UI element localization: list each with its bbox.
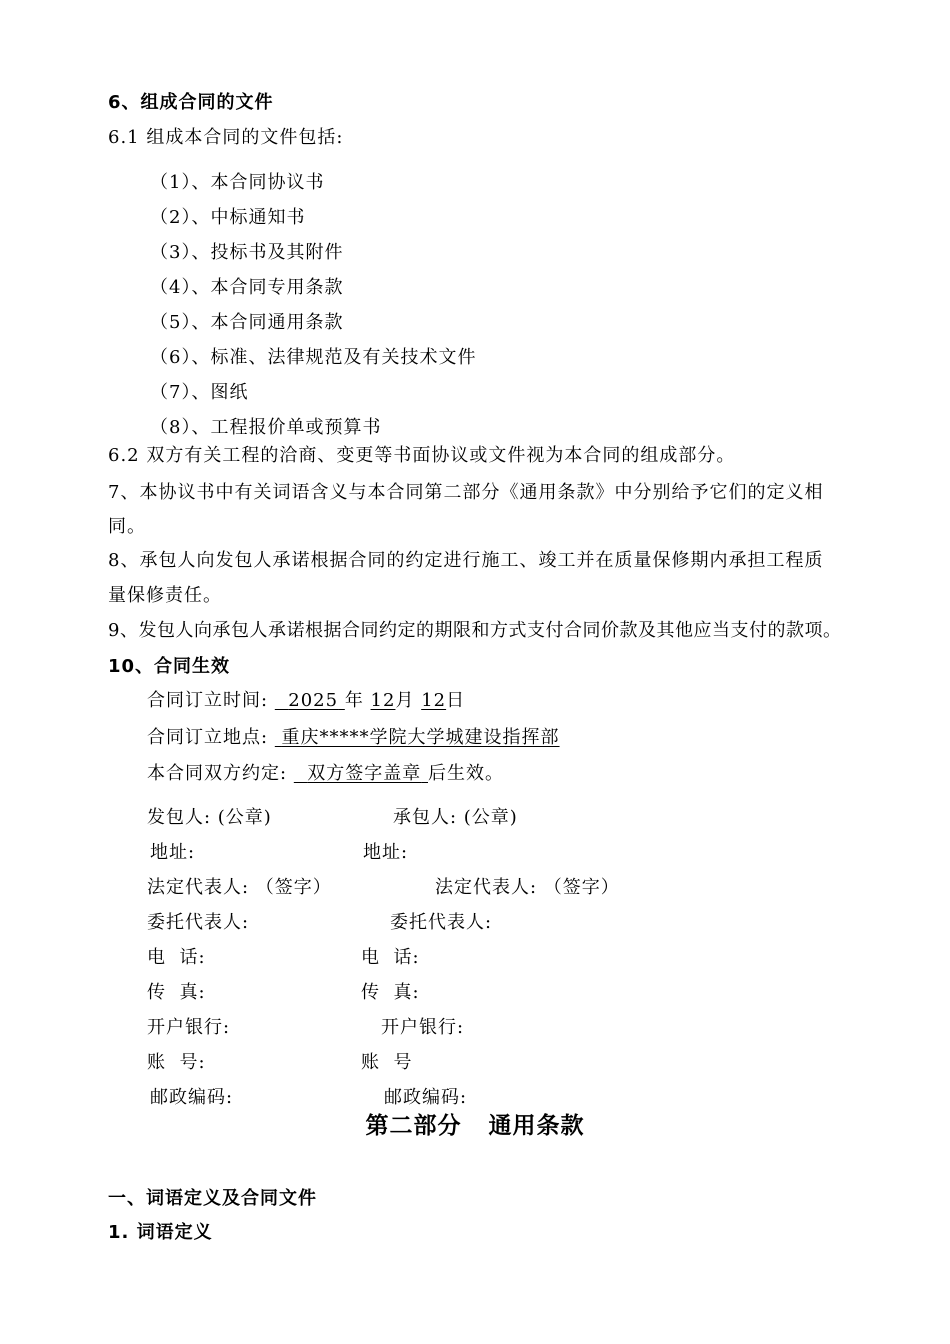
- employer-address: 地址:: [150, 842, 196, 863]
- section6-heading: 6、组成合同的文件: [108, 92, 274, 113]
- contract-agreement-line: [147, 763, 504, 785]
- agreement-value: 双方签字盖章: [307, 763, 422, 784]
- section10-heading: 10、合同生效: [108, 656, 231, 677]
- contract-place-label: 合同订立地点:: [147, 727, 269, 748]
- contract-place-line: [147, 727, 560, 749]
- list-item: （6）、标准、法律规范及有关技术文件: [150, 347, 477, 368]
- day-unit: 日: [446, 690, 466, 711]
- section6-intro: 6.1 组成本合同的文件包括:: [108, 127, 344, 148]
- contractor-address: 地址:: [363, 842, 409, 863]
- contractor-account: 账 号: [361, 1052, 413, 1073]
- contract-month: 12: [370, 690, 396, 711]
- agreement-suffix: 后生效。: [428, 763, 504, 784]
- employer-bank: 开户银行:: [147, 1017, 231, 1038]
- contractor-party: 承包人: (公章): [393, 807, 518, 828]
- list-item: （8）、工程报价单或预算书: [150, 417, 382, 438]
- contractor-postcode: 邮政编码:: [384, 1087, 468, 1108]
- contract-day: 12: [421, 690, 447, 711]
- chapter-one-heading: 一、词语定义及合同文件: [108, 1188, 317, 1209]
- part-two-title: 第二部分 通用条款: [365, 1113, 585, 1139]
- subsection-one-heading: 1. 词语定义: [108, 1222, 213, 1243]
- list-item: （3）、投标书及其附件: [150, 242, 344, 263]
- contractor-legal-rep: 法定代表人: （签字）: [435, 877, 620, 898]
- employer-fax: 传 真:: [147, 982, 206, 1003]
- section6-2-paragraph: 6.2 双方有关工程的洽商、变更等书面协议或文件视为本合同的组成部分。: [108, 445, 736, 466]
- section8-line2: 量保修责任。: [108, 585, 222, 606]
- contractor-bank: 开户银行:: [381, 1017, 465, 1038]
- agreement-label: 本合同双方约定:: [147, 763, 288, 784]
- list-item: （1）、本合同协议书: [150, 172, 325, 193]
- list-item: （2）、中标通知书: [150, 207, 306, 228]
- section7-line2: 同。: [108, 516, 146, 537]
- contractor-agent: 委托代表人:: [390, 912, 493, 933]
- section8-line1: 8、承包人向发包人承诺根据合同的约定进行施工、竣工并在质量保修期内承担工程质: [108, 550, 824, 571]
- contract-date-line: [147, 690, 465, 712]
- employer-agent: 委托代表人:: [147, 912, 250, 933]
- employer-postcode: 邮政编码:: [150, 1087, 234, 1108]
- contractor-phone: 电 话:: [361, 947, 420, 968]
- employer-account: 账 号:: [147, 1052, 206, 1073]
- contract-place: 重庆*****学院大学城建设指挥部: [281, 727, 560, 748]
- list-item: （7）、图纸: [150, 382, 249, 403]
- section7-line1: 7、本协议书中有关词语含义与本合同第二部分《通用条款》中分别给予它们的定义相: [108, 482, 824, 503]
- employer-party: 发包人: (公章): [147, 807, 272, 828]
- section9-line1: 9、发包人向承包人承诺根据合同约定的期限和方式支付合同价款及其他应当支付的款项。: [108, 620, 842, 641]
- employer-legal-rep: 法定代表人: （签字）: [147, 877, 332, 898]
- contract-date-label: 合同订立时间:: [147, 690, 269, 711]
- contract-year: 2025: [288, 690, 339, 711]
- year-unit: 年: [344, 690, 364, 711]
- month-unit: 月: [395, 690, 415, 711]
- contractor-fax: 传 真:: [361, 982, 420, 1003]
- list-item: （4）、本合同专用条款: [150, 277, 344, 298]
- list-item: （5）、本合同通用条款: [150, 312, 344, 333]
- employer-phone: 电 话:: [147, 947, 206, 968]
